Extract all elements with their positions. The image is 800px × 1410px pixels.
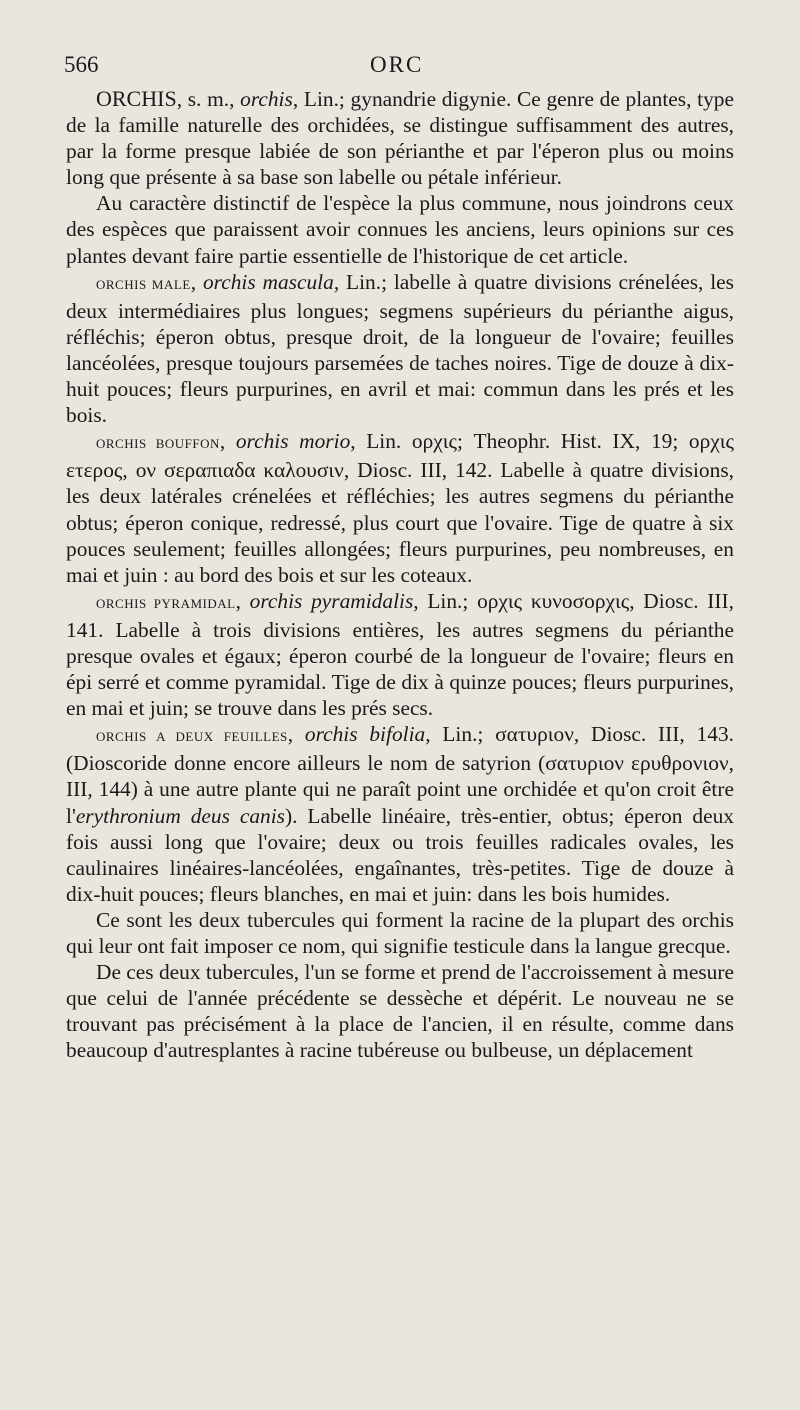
italic-text: orchis <box>240 87 293 111</box>
text-run: ). Labelle linéaire, très-entier, obtus; éperon deux fois aussi long que l'ovaire; deux ou trois feuilles radicales ovales, les caulinaires linéaires-lancéolées, engaînantes, très-petites. Tige de douze à dix-huit pouces; fleurs blanches, en mai et juin: dans les bois humides. <box>66 803 734 906</box>
paragraph-deux-tubercules <box>66 907 734 959</box>
text-run: , Lin.; σατυριον, Diosc. III, 143. (Dioscoride donne encore ailleurs le nom de satyrion (σατυριον ερυθρονιον, III, 144) à une autre plante qui ne paraît point une orchidée et qu'on croit être l' <box>66 722 734 828</box>
paragraph-orchis-male <box>66 269 734 429</box>
species-name-small-caps: ORCHIS PYRAMIDAL <box>96 595 236 611</box>
species-name-small-caps: ORCHIS A DEUX FEUILLES <box>96 729 288 745</box>
page-number: 566 <box>64 52 99 77</box>
running-head: ORC <box>370 52 424 77</box>
text-run: , <box>219 429 236 454</box>
text-run: , Lin.; labelle à quatre divisions crénelées, les deux intermédiaires plus longues; segmens supérieurs du périanthe aigus, réfléchis; éperon obtus, presque droit, de la longueur de l'ovaire; feuilles lancéolées, presque toujours parsemées de taches noires. Tige de douze à dix-huit pouces; fleurs purpurines, en avril et mai: commun dans les prés et les bois. <box>66 269 734 428</box>
text-run: , s. m., <box>176 87 241 111</box>
text-run: , Lin. ορχις; Theophr. Hist. IX, 19; ορχις ετερος, ον σεραπιαδα καλουσιν, Diosc. III, 142. Labelle à quatre divisions, les deux latérales crénelées et réfléchies; les autres segmens du périanthe obtus; éperon conique, redressé, plus court que l'ovaire. Tige de quatre à six pouces seulement; feuilles allongées; fleurs purpurines, peu nombreuses, en mai et juin : au bord des bois et sur les coteaux. <box>66 429 734 587</box>
species-name-small-caps: ORCHIS MALE <box>96 276 191 292</box>
paragraph-orchis-bouffon <box>66 428 734 588</box>
text-run: Ce sont les deux tubercules qui forment la racine de la plupart des orchis qui leur ont fait imposer ce nom, qui signifie testicule dans la langue grecque. <box>66 907 734 958</box>
entry-headword: ORCHIS <box>96 86 177 111</box>
text-run: , <box>287 722 305 747</box>
paragraph-accroissement <box>66 959 734 1063</box>
paragraph-caractere-distinctif <box>66 190 734 268</box>
text-run: Au caractère distinctif de l'espèce la plus commune, nous joindrons ceux des espèces que paraissent avoir connues les anciens, leurs opinions sur ces plantes devant faire partie essentielle de l'historique de cet article. <box>66 191 734 268</box>
species-name-small-caps: ORCHIS BOUFFON <box>96 436 220 452</box>
text-run: , Lin.; ορχις κυνοσορχις, Diosc. III, 141. Labelle à trois divisions entières, les autres segmens du périanthe presque ovales et égaux; éperon courbé de la longueur de l'ovaire; fleurs en épi serré et comme pyramidal. Tige de dix à quinze pouces; fleurs purpurines, en mai et juin; se trouve dans les prés secs. <box>66 588 734 721</box>
paragraph-orchis-pyramidal <box>66 588 734 721</box>
paragraph-orchis-a-deux-feuilles <box>66 721 734 907</box>
body-text <box>66 86 734 1063</box>
italic-text: erythronium deus canis <box>75 803 286 828</box>
italic-text: orchis mascula <box>202 269 334 294</box>
text-run: De ces deux tubercules, l'un se forme et prend de l'accroissement à mesure que celui de l'année précédente se dessèche et dépérit. Le nouveau ne se trouvant pas précisément à la place de l'ancien, il en résulte, comme dans beaucoup d'autresplantes à racine tubéreuse ou bulbeuse, un déplacement <box>66 960 734 1063</box>
paragraph-orchis-definition <box>66 86 734 190</box>
italic-text: orchis pyramidalis <box>249 588 414 613</box>
text-run: , <box>190 269 203 294</box>
text-run: , Lin.; gynandrie digynie. Ce genre de plantes, type de la famille naturelle des orchidées, se distingue suffisamment des autres, par la forme presque labiée de son périanthe et par l'éperon plus ou moins long que présente à sa base son labelle ou pétale inférieur. <box>66 87 734 190</box>
italic-text: orchis bifolia <box>304 722 426 747</box>
text-run: , <box>235 588 250 613</box>
page-header <box>64 52 734 84</box>
italic-text: orchis morio <box>235 429 351 454</box>
